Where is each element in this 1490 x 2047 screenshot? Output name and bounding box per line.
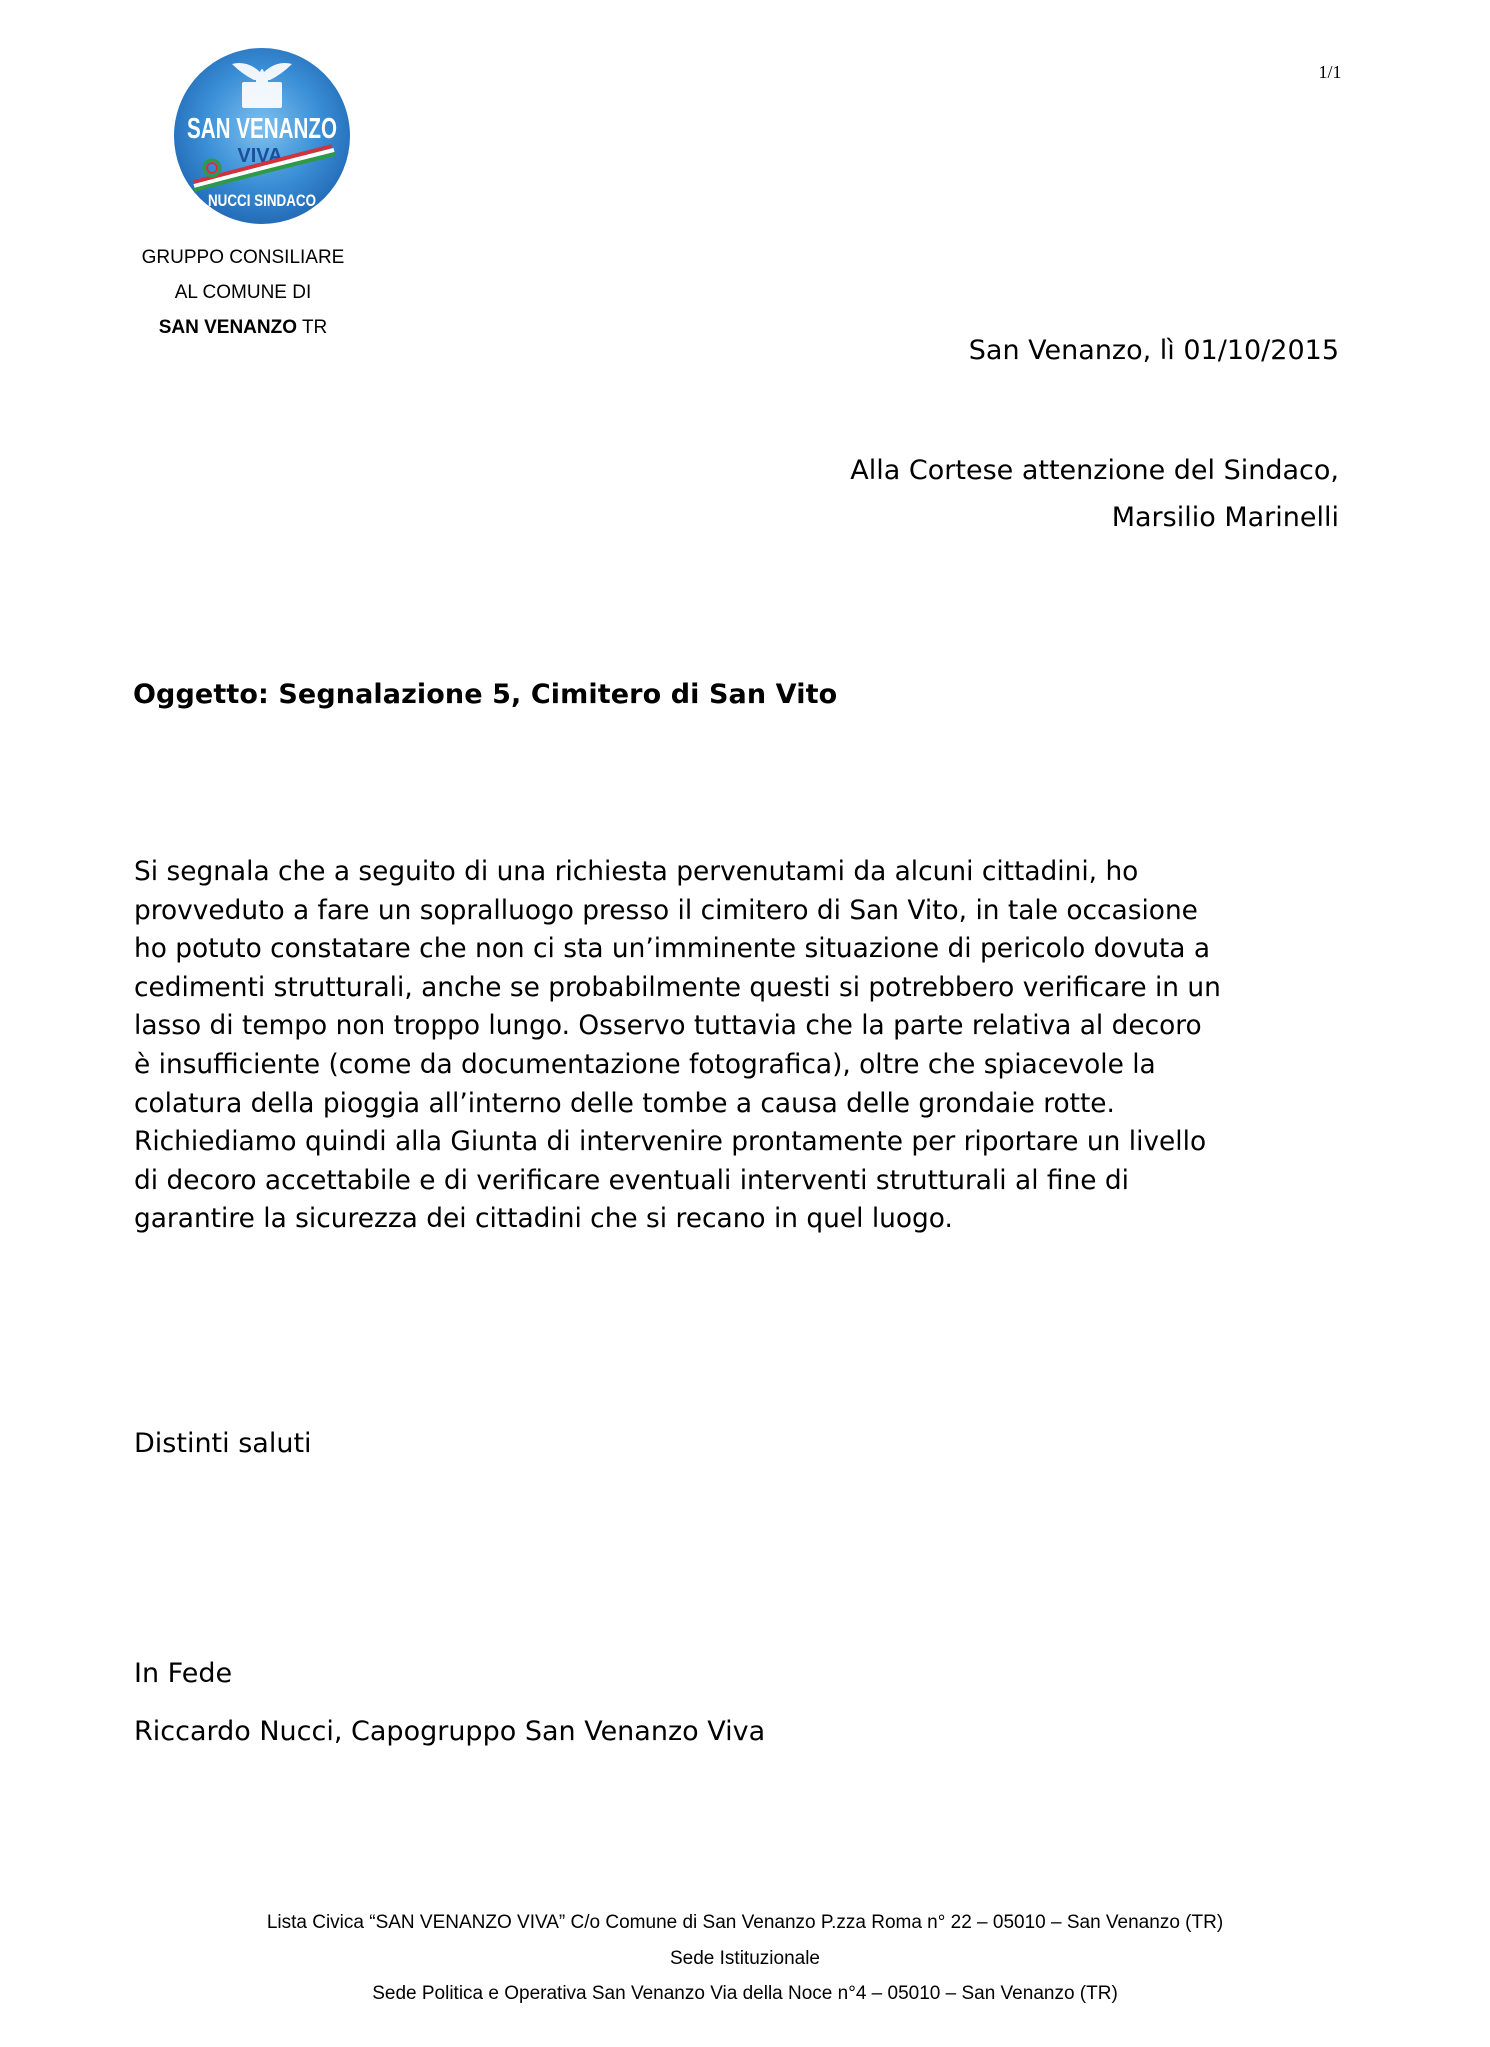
group-province: TR — [297, 317, 328, 338]
logo-title: SAN VENANZO — [187, 113, 337, 145]
group-line-3 — [112, 310, 374, 345]
logo-subtitle: VIVA — [237, 145, 283, 167]
footer-line-1: Lista Civica “SAN VENANZO VIVA” C/o Comune di San Venanzo P.zza Roma n° 22 – 05010 – San Venanzo (TR) — [266, 1912, 1224, 1933]
place-date: San Venanzo, lì 01/10/2015 — [968, 335, 1339, 366]
body-line: Richiediamo quindi alla Giunta di intervenire prontamente per riportare un livello — [134, 1126, 1207, 1158]
body-line: cedimenti strutturali, anche se probabilmente questi si potrebbero verificare in un — [134, 971, 1221, 1003]
page-number: 1/1 — [1318, 62, 1342, 82]
letterhead-footer — [0, 1905, 1490, 2012]
letter-subject: Oggetto: Segnalazione 5, Cimitero di San Vito — [133, 679, 838, 710]
closing-salutation: Distinti saluti — [134, 1428, 312, 1459]
recipient-line-1: Alla Cortese attenzione del Sindaco, — [850, 455, 1339, 486]
body-line: ho potuto constatare che non ci sta un’imminente situazione di pericolo dovuta a — [134, 933, 1210, 965]
letter-body — [134, 853, 1349, 1239]
group-line-1: GRUPPO CONSILIARE — [141, 247, 345, 268]
logo-tagline: NUCCI SINDACO — [208, 191, 316, 210]
body-line: Si segnala che a seguito di una richiesta pervenutami da alcuni cittadini, ho — [134, 856, 1139, 887]
council-group-block — [112, 240, 374, 345]
recipient-name: Marsilio Marinelli — [1111, 502, 1339, 533]
footer-line-3: Sede Politica e Operativa San Venanzo Via della Noce n°4 – 05010 – San Venanzo (TR) — [372, 1983, 1118, 2005]
body-line: garantire la sicurezza dei cittadini che si recano in quel luogo. — [134, 1203, 953, 1235]
footer-line-2: Sede Istituzionale — [670, 1947, 820, 1969]
body-line: è insufficiente (come da documentazione fotografica), oltre che spiacevole la — [134, 1048, 1156, 1080]
body-line: provveduto a fare un sopralluogo presso il cimitero di San Vito, in tale occasione — [134, 894, 1198, 926]
party-logo — [172, 46, 352, 226]
signatory: Riccardo Nucci, Capogruppo San Venanzo Viva — [134, 1716, 766, 1747]
body-line: colatura della pioggia all’interno delle tombe a causa delle grondaie rotte. — [134, 1087, 1115, 1119]
group-line-2: AL COMUNE DI — [174, 282, 312, 303]
body-line: di decoro accettabile e di verificare eventuali interventi strutturali al fine di — [134, 1164, 1129, 1196]
body-line: lasso di tempo non troppo lungo. Osservo tuttavia che la parte relativa al decoro — [134, 1010, 1202, 1042]
group-municipality: SAN VENANZO — [158, 317, 298, 338]
sign-off: In Fede — [134, 1658, 233, 1689]
